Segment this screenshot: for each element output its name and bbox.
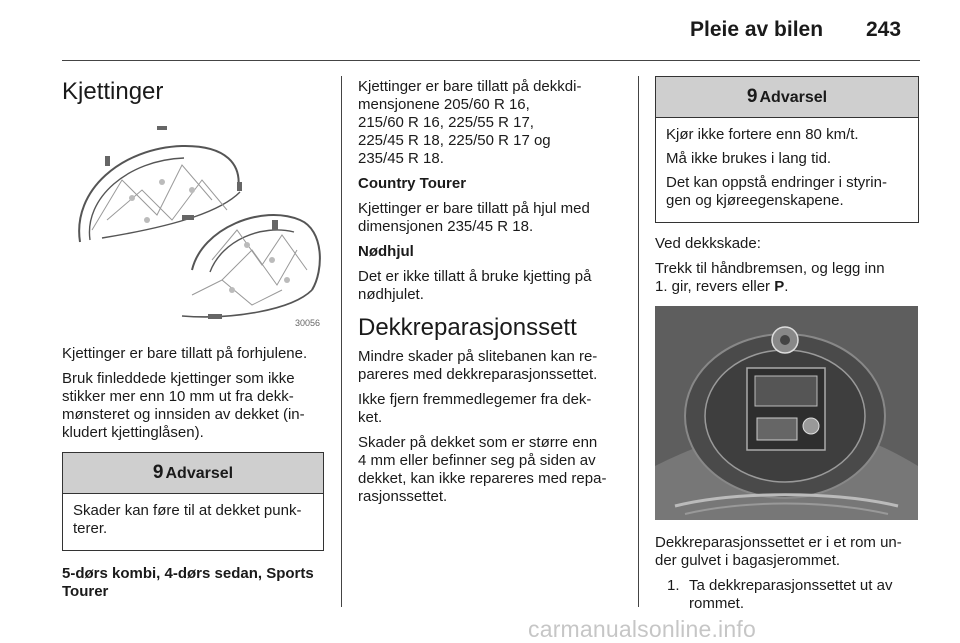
header-rule [62, 60, 920, 61]
repair-kit-intro-text [358, 348, 630, 384]
tyre-dimensions-line-2: mensjonene 205/60 R 16, [358, 96, 530, 113]
warning-header [63, 453, 323, 494]
warning-icon: 9 [152, 462, 164, 483]
large-damage-line-1: Skader på dekket som er større enn [358, 434, 598, 451]
list-item [655, 577, 920, 613]
large-damage-text [358, 434, 630, 506]
tyre-dimensions-line-1: Kjettinger er bare tillatt på dekkdi- [358, 78, 582, 95]
snow-chain-figure [62, 120, 324, 334]
tyre-dimensions-line-4: 225/45 R 18, 225/50 R 17 og [358, 132, 551, 149]
warning-title: Advarsel [165, 465, 234, 482]
handbrake-text [655, 260, 920, 296]
chains-type-line-2: stikker mer enn 10 mm ut fra dekk- [62, 388, 294, 405]
handbrake-line-1: Trekk til håndbremsen, og legg inn [655, 260, 885, 277]
page-number: 243 [866, 18, 902, 41]
foreign-objects-line-1: Ikke fjern fremmedlegemer fra dek- [358, 391, 592, 408]
spare-wheel-line-2: nødhjulet. [358, 286, 424, 303]
tyre-dimensions-text [358, 78, 630, 168]
column-3 [655, 76, 920, 613]
country-tourer-line-2: dimensjonen 235/45 R 18. [358, 218, 534, 235]
tyre-dimensions-line-3: 215/60 R 16, 225/55 R 17, [358, 114, 534, 131]
country-tourer-subheading: Country Tourer [358, 175, 467, 192]
country-tourer-line-1: Kjettinger er bare tillatt på hjul med [358, 200, 590, 217]
steering-line-1: Det kan oppstå endringer i styrin- [666, 174, 887, 191]
chains-front-wheels-text: Kjettinger er bare tillatt på forhjulene. [62, 345, 308, 362]
steering-line-2: gen og kjøreegenskapene. [666, 192, 844, 209]
header-title: Pleie av bilen [690, 18, 824, 41]
repair-kit-location-line-1: Dekkreparasjonssettet er i et rom un- [655, 534, 902, 551]
trunk-compartment-illustration [655, 306, 918, 520]
section-heading-kjettinger: Kjettinger [62, 78, 164, 105]
column-1 [62, 78, 332, 608]
repair-kit-location-text [655, 534, 920, 570]
list-item-line-2: rommet. [689, 595, 745, 612]
spare-wheel-subheading: Nødhjul [358, 243, 414, 260]
repair-kit-figure [655, 306, 918, 520]
repair-kit-intro-line-1: Mindre skader på slitebanen kan re- [358, 348, 598, 365]
warning-body [63, 494, 323, 550]
model-subheading-line-2: Tourer [62, 583, 109, 600]
repair-kit-location-line-2: der gulvet i bagasjerommet. [655, 552, 841, 569]
watermark: carmanualsonline.info [528, 616, 756, 642]
warning-line-2: terer. [73, 520, 108, 537]
warning-line-1: Skader kan føre til at dekket punk- [73, 502, 302, 519]
list-item-number: 1. [667, 577, 680, 594]
column-2 [358, 78, 630, 513]
section-heading-repair-kit: Dekkreparasjonssett [358, 314, 577, 341]
foreign-objects-line-2: ket. [358, 409, 383, 426]
large-damage-line-2: 4 mm eller befinner seg på siden av [358, 452, 596, 469]
tyre-dimensions-line-5: 235/45 R 18. [358, 150, 444, 167]
chains-type-line-1: Bruk finleddede kjettinger som ikke [62, 370, 295, 387]
warning-body [656, 118, 918, 222]
list-item-line-1: Ta dekkreparasjonssettet ut av [689, 577, 893, 594]
speed-limit-text: Kjør ikke fortere enn 80 km/t. [666, 126, 859, 143]
large-damage-line-3: dekket, kan ikke repareres med repa- [358, 470, 607, 487]
steering-text [666, 174, 908, 210]
snow-chains-illustration [62, 120, 324, 334]
duration-text: Må ikke brukes i lang tid. [666, 150, 832, 167]
chains-type-line-3: mønsteret og innsiden av dekket (in- [62, 406, 305, 423]
gear-p-label: P [774, 278, 785, 295]
warning-icon: 9 [746, 86, 758, 107]
warning-title: Advarsel [759, 89, 828, 106]
country-tourer-text [358, 200, 630, 236]
warning-box-tyre-damage [62, 452, 324, 551]
warning-header [656, 77, 918, 118]
list-item-text [689, 577, 892, 613]
warning-box-speed [655, 76, 919, 223]
model-subheading-line-1: 5-dørs kombi, 4-dørs sedan, Sports [62, 565, 314, 582]
model-subheading [62, 565, 332, 601]
tyre-damage-intro: Ved dekkskade: [655, 235, 761, 252]
figure-number: 30056 [294, 318, 320, 328]
large-damage-line-4: rasjonssettet. [358, 488, 448, 505]
spare-wheel-line-1: Det er ikke tillatt å bruke kjetting på [358, 268, 592, 285]
handbrake-suffix: . [784, 278, 789, 295]
spare-wheel-text [358, 268, 630, 304]
warning-text [73, 502, 313, 538]
column-divider-2 [638, 76, 639, 607]
repair-kit-intro-line-2: pareres med dekkreparasjonssettet. [358, 366, 598, 383]
chains-type-line-4: kludert kjettinglåsen). [62, 424, 204, 441]
foreign-objects-text [358, 391, 630, 427]
chains-type-text [62, 370, 332, 442]
column-divider-1 [341, 76, 342, 607]
handbrake-line-2: 1. gir, revers eller [655, 278, 775, 295]
